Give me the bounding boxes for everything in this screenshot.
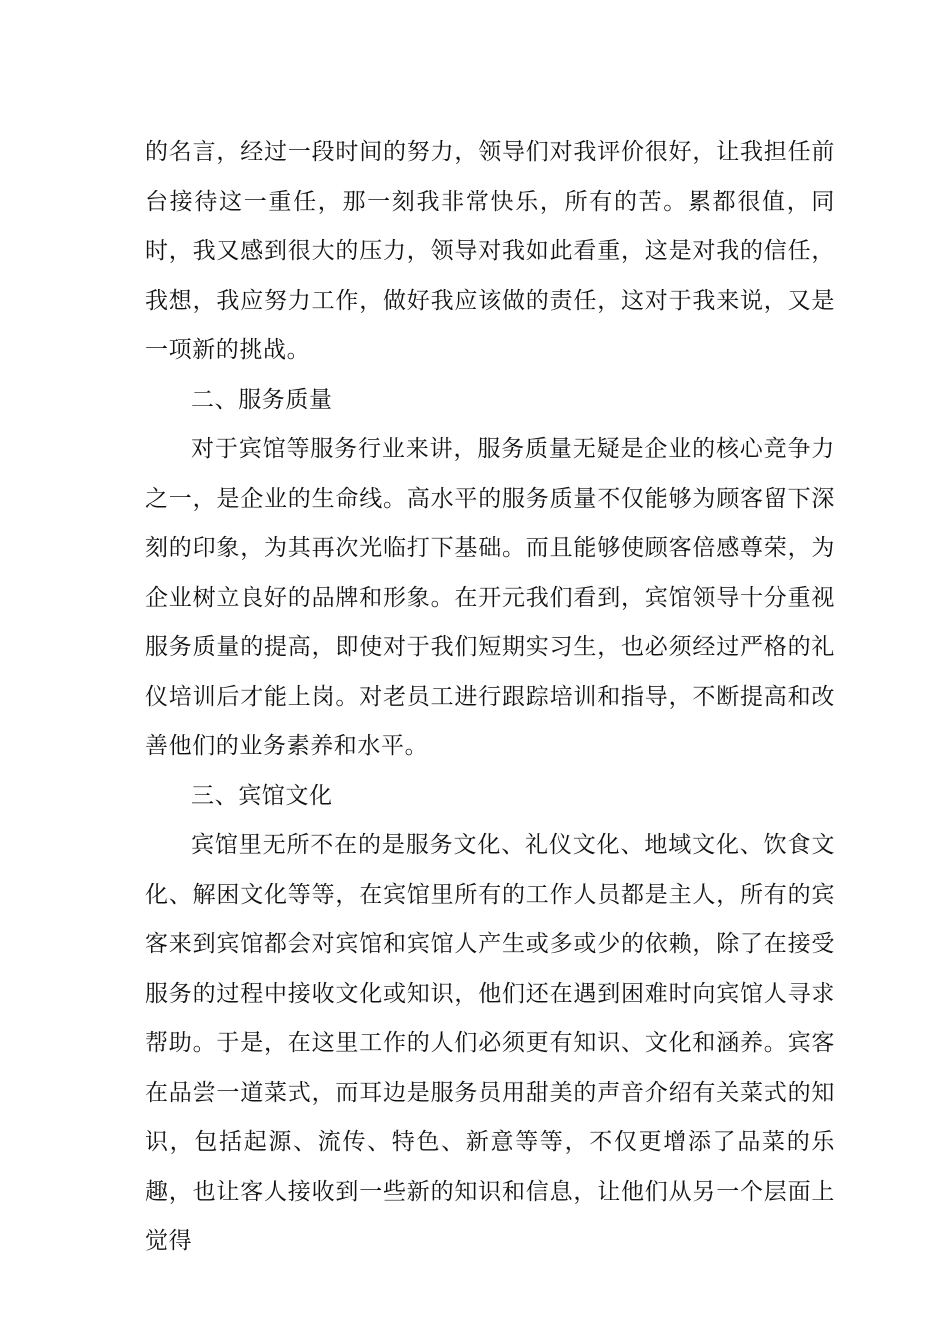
section-heading-service-quality: 二、服务质量 — [191, 386, 333, 413]
section-heading-hotel-culture: 三、宾馆文化 — [191, 782, 333, 809]
paragraph-service-quality: 对于宾馆等服务行业来讲，服务质量无疑是企业的核心竞争力之一，是企业的生命线。高水平的服务质量不仅能够为顾客留下深刻的印象，为其再次光临打下基础。而且能够使顾客倍感尊荣，为企业树立良好的品牌和形象。在开元我们看到，宾馆领导十分重视服务质量的提高，即使对于我们短期实习生，也必须经过严格的礼仪培训后才能上岗。对老员工进行跟踪培训和指导，不断提高和改善他们的业务素养和水平。 — [145, 436, 835, 759]
document-body — [145, 128, 835, 1267]
paragraph-continuation: 的名言，经过一段时间的努力，领导们对我评价很好，让我担任前台接待这一重任，那一刻我非常快乐，所有的苦。累都很值，同时，我又感到很大的压力，领导对我如此看重，这是对我的信任，我想，我应努力工作，做好我应该做的责任，这对于我来说，又是一项新的挑战。 — [145, 139, 835, 363]
paragraph-hotel-culture: 宾馆里无所不在的是服务文化、礼仪文化、地域文化、饮食文化、解困文化等等，在宾馆里所有的工作人员都是主人，所有的宾客来到宾馆都会对宾馆和宾馆人产生或多或少的依赖，除了在接受服务的过程中接收文化或知识，他们还在遇到困难时向宾馆人寻求帮助。于是，在这里工作的人们必须更有知识、文化和涵养。宾客在品尝一道菜式，而耳边是服务员用甜美的声音介绍有关菜式的知识，包括起源、流传、特色、新意等等，不仅更增添了品菜的乐趣，也让客人接收到一些新的知识和信息，让他们从另一个层面上觉得 — [145, 832, 835, 1254]
